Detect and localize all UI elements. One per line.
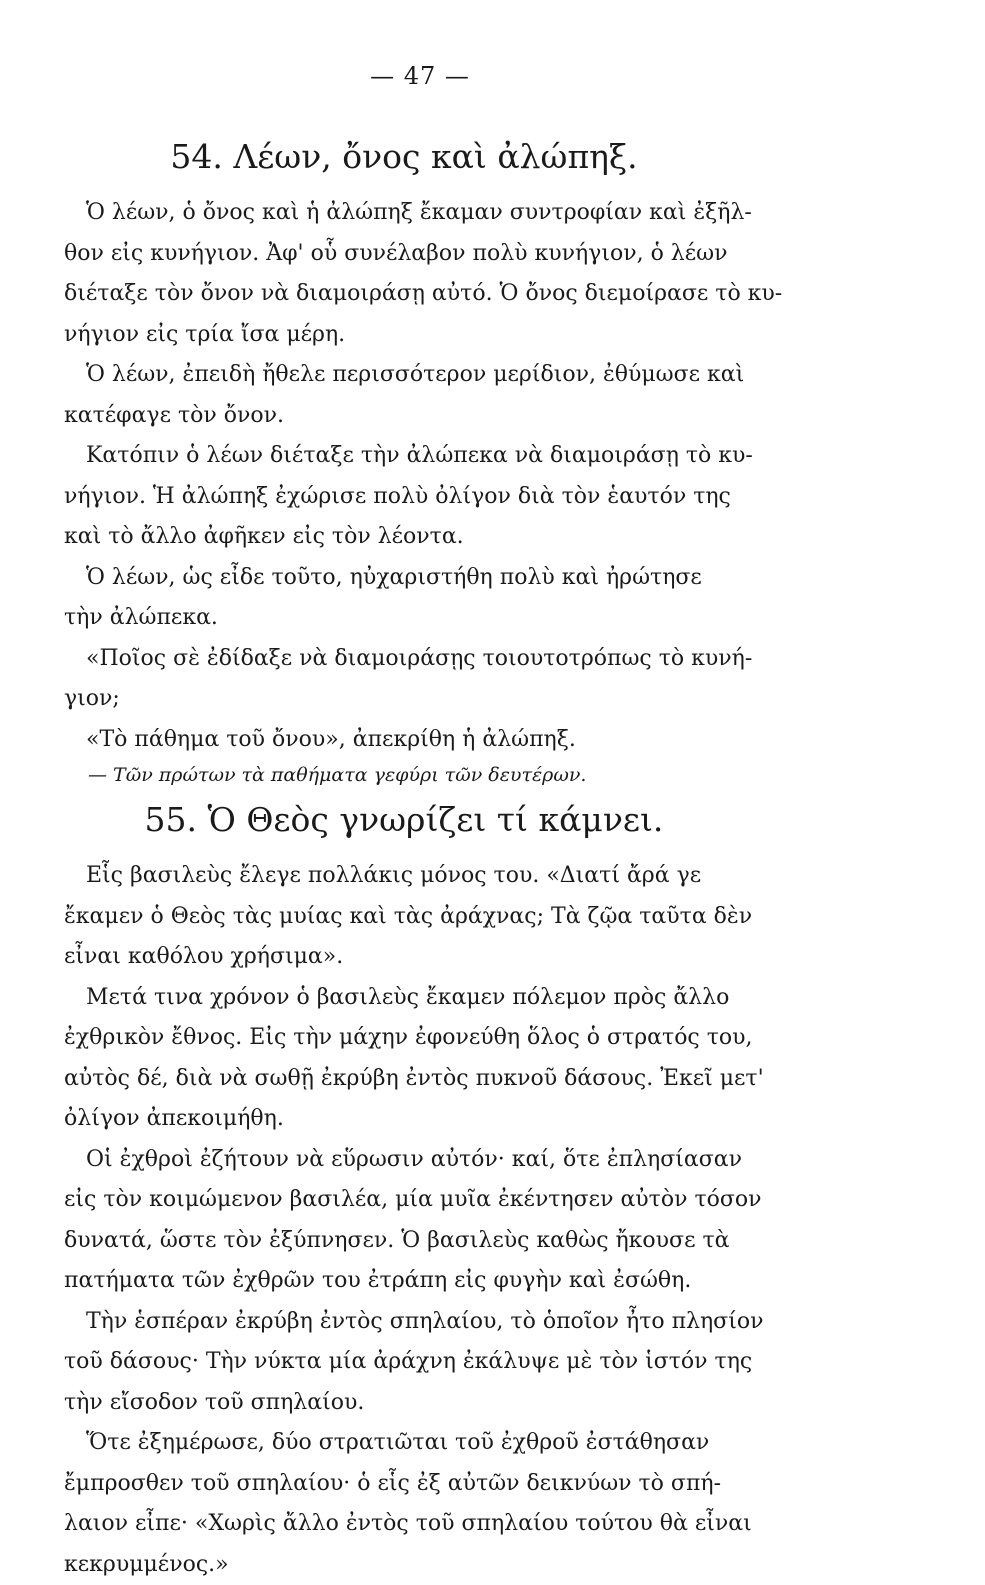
paragraph: [64, 856, 844, 978]
text-line: Εἷς βασιλεὺς ἔλεγε πολλάκις μόνος του. «Διατί ἄρά γε: [64, 856, 844, 897]
text-line: διέταξε τὸν ὄνον νὰ διαμοιράσῃ αὐτό. Ὁ ὄνος διεμοίρασε τὸ κυ-: [64, 274, 844, 315]
paragraph: [64, 355, 844, 436]
paragraph: [64, 720, 844, 761]
text-line: τὴν εἴσοδον τοῦ σπηλαίου.: [64, 1383, 844, 1424]
text-line: ἐχθρικὸν ἔθνος. Εἰς τὴν μάχην ἐφονεύθη ὅλος ὁ στρατός του,: [64, 1018, 844, 1059]
text-line: τοῦ δάσους· Τὴν νύκτα μία ἀράχνη ἐκάλυψε μὲ τὸν ἱστόν της: [64, 1342, 844, 1383]
paragraph: [64, 1423, 844, 1585]
text-line: ἔμπροσθεν τοῦ σπηλαίου· ὁ εἷς ἐξ αὐτῶν δεικνύων τὸ σπή-: [64, 1464, 844, 1505]
fable-54-proverb: — Τῶν πρώτων τὰ παθήματα γεφύρι τῶν δευτέρων.: [88, 760, 844, 790]
text-line: Οἱ ἐχθροὶ ἐζήτουν νὰ εὕρωσιν αὐτόν· καί, ὅτε ἐπλησίασαν: [64, 1140, 844, 1181]
text-line: νήγιον. Ἡ ἀλώπηξ ἐχώρισε πολὺ ὀλίγον διὰ τὸν ἑαυτόν της: [64, 477, 844, 518]
text-line: ὀλίγον ἀπεκοιμήθη.: [64, 1099, 844, 1140]
paragraph: [64, 193, 844, 355]
text-line: «Ποῖος σὲ ἐδίδαξε νὰ διαμοιράσῃς τοιουτοτρόπως τὸ κυνή-: [64, 639, 844, 680]
text-line: Μετά τινα χρόνον ὁ βασιλεὺς ἔκαμεν πόλεμον πρὸς ἄλλο: [64, 978, 844, 1019]
text-line: λαιον εἶπε· «Χωρὶς ἄλλο ἐντὸς τοῦ σπηλαίου τούτου θὰ εἶναι: [64, 1504, 844, 1545]
text-line: κατέφαγε τὸν ὄνον.: [64, 396, 844, 437]
text-line: «Τὸ πάθημα τοῦ ὄνου», ἀπεκρίθη ἡ ἀλώπηξ.: [64, 720, 844, 761]
text-line: θον εἰς κυνήγιον. Ἀφ' οὗ συνέλαβον πολὺ κυνήγιον, ὁ λέων: [64, 234, 844, 275]
page-number: — 47 —: [0, 62, 840, 90]
text-line: εἶναι καθόλου χρήσιμα».: [64, 937, 844, 978]
paragraph: [64, 558, 844, 639]
text-line: ἔκαμεν ὁ Θεὸς τὰς μυίας καὶ τὰς ἀράχνας; Τὰ ζῷα ταῦτα δὲν: [64, 897, 844, 938]
text-line: Κατόπιν ὁ λέων διέταξε τὴν ἀλώπεκα νὰ διαμοιράσῃ τὸ κυ-: [64, 436, 844, 477]
fable-54-body: [64, 193, 844, 760]
text-line: εἰς τὸν κοιμώμενον βασιλέα, μία μυῖα ἐκέντησεν αὐτὸν τόσον: [64, 1180, 844, 1221]
text-line: Ὁ λέων, ὁ ὄνος καὶ ἡ ἀλώπηξ ἔκαμαν συντροφίαν καὶ ἐξῆλ-: [64, 193, 844, 234]
text-line: τὴν ἀλώπεκα.: [64, 598, 844, 639]
fable-55-title: 55. Ὁ Θεὸς γνωρίζει τί κάμνει.: [64, 798, 844, 842]
text-line: πατήματα τῶν ἐχθρῶν του ἐτράπη εἰς φυγὴν καὶ ἐσώθη.: [64, 1261, 844, 1302]
text-line: καὶ τὸ ἄλλο ἀφῆκεν εἰς τὸν λέοντα.: [64, 517, 844, 558]
text-line: Ὁ λέων, ἐπειδὴ ἤθελε περισσότερον μερίδιον, ἐθύμωσε καὶ: [64, 355, 844, 396]
text-line: Τὴν ἑσπέραν ἐκρύβη ἐντὸς σπηλαίου, τὸ ὁποῖον ἦτο πλησίον: [64, 1302, 844, 1343]
text-line: δυνατά, ὥστε τὸν ἐξύπνησεν. Ὁ βασιλεὺς καθὼς ἤκουσε τὰ: [64, 1221, 844, 1262]
text-line: Ὁ λέων, ὡς εἶδε τοῦτο, ηὐχαριστήθη πολὺ καὶ ἠρώτησε: [64, 558, 844, 599]
text-line: Ὅτε ἐξημέρωσε, δύο στρατιῶται τοῦ ἐχθροῦ ἐστάθησαν: [64, 1423, 844, 1464]
paragraph: [64, 1302, 844, 1424]
paragraph: [64, 978, 844, 1140]
text-line: γιον;: [64, 679, 844, 720]
page-content: [64, 135, 844, 1585]
fable-55-body: [64, 856, 844, 1585]
text-line: νήγιον εἰς τρία ἴσα μέρη.: [64, 315, 844, 356]
paragraph: [64, 436, 844, 558]
text-line: αὐτὸς δέ, διὰ νὰ σωθῇ ἐκρύβη ἐντὸς πυκνοῦ δάσους. Ἐκεῖ μετ': [64, 1059, 844, 1100]
paragraph: [64, 639, 844, 720]
text-line: κεκρυμμένος.»: [64, 1545, 844, 1585]
paragraph: [64, 1140, 844, 1302]
fable-54-title: 54. Λέων, ὄνος καὶ ἀλώπηξ.: [64, 135, 844, 179]
